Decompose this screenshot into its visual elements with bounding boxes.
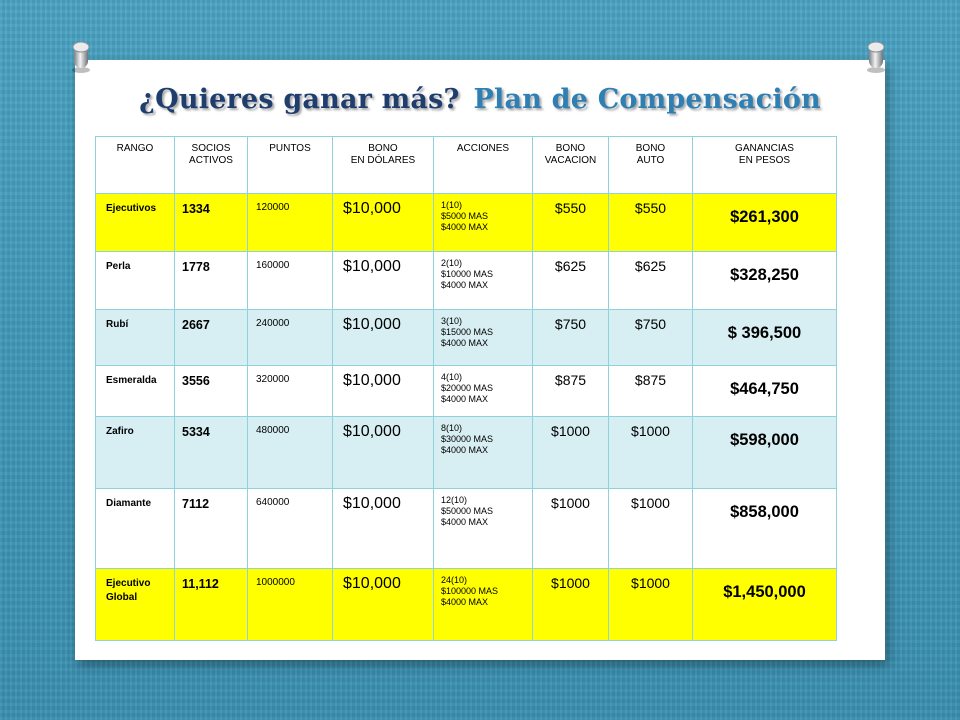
cell-acciones-line: $4000 MAX	[441, 597, 489, 607]
cell-acciones-line: 2(10)	[441, 258, 463, 268]
header-text: EN PESOS	[738, 155, 791, 166]
cell-puntos: 320000	[248, 366, 333, 417]
cell-acciones-line: $4000 MAX	[441, 445, 489, 455]
cell-rango-line: Rubí	[106, 319, 129, 330]
cell-socios-activos: 11,112	[175, 569, 248, 641]
header-text: RANGO	[116, 143, 154, 154]
cell-socios-activos: 2667	[175, 310, 248, 366]
cell-acciones-line: $4000 MAX	[441, 222, 489, 232]
cell-acciones-line: 12(10)	[441, 495, 468, 505]
cell-bono-dolares: $10,000	[333, 194, 434, 252]
cell-bono-vacacion: $1000	[533, 489, 609, 569]
cell-rango-line: Global	[106, 592, 138, 603]
cell-bono-auto: $550	[609, 194, 693, 252]
cell-acciones-line: 3(10)	[441, 316, 463, 326]
cell-acciones	[434, 569, 533, 641]
cell-acciones-line: $15000 MAS	[441, 327, 494, 337]
header-text: BONO	[555, 143, 586, 154]
cell-bono-vacacion: $625	[533, 252, 609, 310]
cell-acciones-line: $50000 MAS	[441, 506, 494, 516]
cell-acciones	[434, 310, 533, 366]
cell-bono-vacacion: $1000	[533, 569, 609, 641]
cell-acciones-line: $4000 MAX	[441, 280, 489, 290]
table-row	[96, 310, 837, 366]
cell-rango	[96, 417, 175, 489]
cell-ganancias: $858,000	[693, 489, 837, 569]
cell-puntos: 1000000	[248, 569, 333, 641]
cell-acciones-line: $4000 MAX	[441, 338, 489, 348]
cell-rango	[96, 569, 175, 641]
cell-rango-line: Diamante	[106, 498, 152, 509]
cell-ganancias: $1,450,000	[693, 569, 837, 641]
cell-acciones	[434, 194, 533, 252]
cell-bono-vacacion: $875	[533, 366, 609, 417]
table-row	[96, 569, 837, 641]
cell-bono-dolares: $10,000	[333, 252, 434, 310]
table-row	[96, 194, 837, 252]
header-socios-activos	[175, 137, 248, 194]
cell-bono-dolares: $10,000	[333, 366, 434, 417]
header-text: BONO	[368, 143, 398, 154]
cell-rango-line: Zafiro	[106, 426, 134, 437]
cell-acciones-line: $10000 MAS	[441, 269, 494, 279]
cell-rango	[96, 489, 175, 569]
cell-acciones-line: 4(10)	[441, 372, 463, 382]
cell-rango-line: Esmeralda	[106, 375, 157, 386]
cell-ganancias: $598,000	[693, 417, 837, 489]
header-text: PUNTOS	[269, 143, 311, 154]
cell-rango	[96, 194, 175, 252]
cell-ganancias: $464,750	[693, 366, 837, 417]
cell-bono-dolares: $10,000	[333, 489, 434, 569]
header-text: GANANCIAS	[735, 143, 794, 154]
cell-puntos: 120000	[248, 194, 333, 252]
title-question: ¿Quieres ganar más?	[139, 84, 460, 115]
cell-bono-auto: $1000	[609, 569, 693, 641]
cell-puntos: 640000	[248, 489, 333, 569]
cell-socios-activos: 7112	[175, 489, 248, 569]
cell-acciones-line: $4000 MAX	[441, 394, 489, 404]
cell-socios-activos: 3556	[175, 366, 248, 417]
cell-bono-auto: $875	[609, 366, 693, 417]
table-row	[96, 417, 837, 489]
cell-puntos: 160000	[248, 252, 333, 310]
cell-bono-vacacion: $1000	[533, 417, 609, 489]
cell-bono-dolares: $10,000	[333, 310, 434, 366]
cell-ganancias: $328,250	[693, 252, 837, 310]
cell-bono-vacacion: $550	[533, 194, 609, 252]
header-text: ACCIONES	[456, 143, 510, 154]
cell-acciones-line: $30000 MAS	[441, 434, 494, 444]
table-row	[96, 366, 837, 417]
compensation-table-container	[95, 136, 837, 641]
thumbtack-icon	[67, 40, 97, 74]
cell-puntos: 240000	[248, 310, 333, 366]
title-plan: Plan de Compensación	[473, 84, 821, 115]
cell-acciones-line: 1(10)	[441, 200, 463, 210]
compensation-table	[95, 136, 837, 641]
header-text: EN DÓLARES	[350, 155, 416, 166]
page-title	[0, 84, 960, 115]
table-row	[96, 252, 837, 310]
cell-acciones-line: $5000 MAS	[441, 211, 489, 221]
header-text: SOCIOS	[191, 143, 231, 154]
cell-bono-auto: $750	[609, 310, 693, 366]
cell-bono-vacacion: $750	[533, 310, 609, 366]
cell-rango-line: Ejecutivo	[106, 578, 151, 589]
header-text: VACACION	[544, 155, 597, 166]
header-text: AUTO	[636, 155, 665, 166]
cell-acciones-line: 24(10)	[441, 575, 468, 585]
header-bono-vacacion	[533, 137, 609, 194]
cell-acciones	[434, 489, 533, 569]
thumbtack-icon	[862, 40, 892, 74]
cell-acciones-line: $4000 MAX	[441, 517, 489, 527]
cell-acciones-line: $100000 MAS	[441, 586, 499, 596]
cell-socios-activos: 1778	[175, 252, 248, 310]
cell-rango	[96, 252, 175, 310]
cell-bono-auto: $1000	[609, 417, 693, 489]
cell-bono-auto: $1000	[609, 489, 693, 569]
header-acciones	[434, 137, 533, 194]
cell-acciones-line: 8(10)	[441, 423, 463, 433]
header-puntos	[248, 137, 333, 194]
header-ganancias-pesos	[693, 137, 837, 194]
header-bono-auto	[609, 137, 693, 194]
header-rango	[96, 137, 175, 194]
cell-ganancias: $ 396,500	[693, 310, 837, 366]
cell-rango	[96, 310, 175, 366]
cell-rango-line: Ejecutivos	[106, 203, 157, 214]
cell-rango-line: Perla	[106, 261, 131, 272]
cell-acciones	[434, 366, 533, 417]
cell-acciones	[434, 417, 533, 489]
cell-bono-auto: $625	[609, 252, 693, 310]
cell-bono-dolares: $10,000	[333, 417, 434, 489]
cell-socios-activos: 5334	[175, 417, 248, 489]
header-bono-dolares	[333, 137, 434, 194]
cell-bono-dolares: $10,000	[333, 569, 434, 641]
header-text: ACTIVOS	[189, 155, 233, 166]
cell-ganancias: $261,300	[693, 194, 837, 252]
cell-socios-activos: 1334	[175, 194, 248, 252]
cell-acciones	[434, 252, 533, 310]
header-text: BONO	[635, 143, 666, 154]
table-row	[96, 489, 837, 569]
cell-puntos: 480000	[248, 417, 333, 489]
cell-rango	[96, 366, 175, 417]
cell-acciones-line: $20000 MAS	[441, 383, 494, 393]
table-header-row	[96, 137, 837, 194]
